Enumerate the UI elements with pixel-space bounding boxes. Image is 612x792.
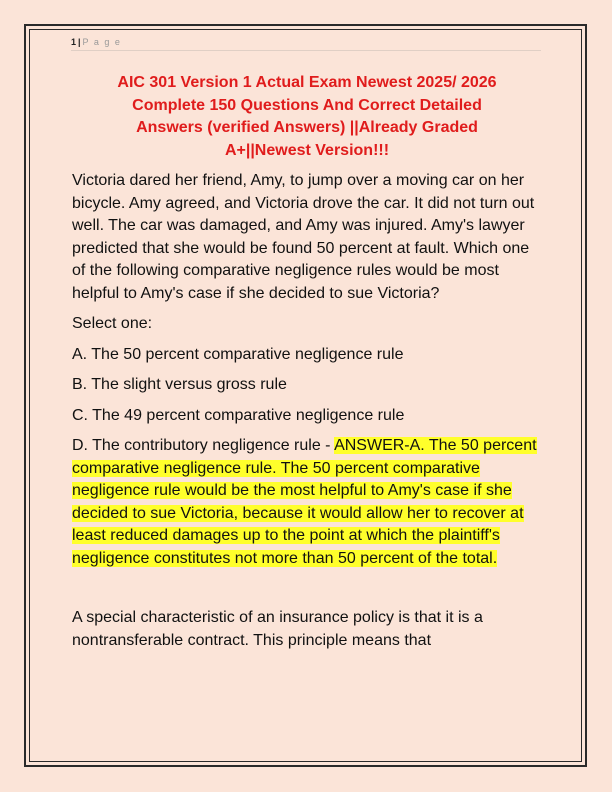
option-d: D. The contributory negligence rule -	[72, 437, 335, 454]
document-body	[72, 170, 544, 660]
paragraph-gap	[72, 578, 544, 607]
question-2-text: A special characteristic of an insurance policy is that it is a nontransferable contract. This principle means that	[72, 609, 483, 649]
page-separator: |	[78, 37, 81, 47]
title-line-1: AIC 301 Version 1 Actual Exam Newest 2025/ 2026	[117, 74, 497, 91]
option-d-with-answer	[72, 435, 544, 570]
page-word: P a g e	[82, 37, 122, 47]
page-number: 1	[71, 37, 77, 47]
title-line-2: Complete 150 Questions And Correct Detailed	[132, 96, 482, 114]
option-c: C. The 49 percent comparative negligence rule	[72, 406, 405, 424]
select-prompt: Select one:	[72, 315, 153, 332]
option-b: B. The slight versus gross rule	[72, 376, 287, 393]
title-line-4: A+||Newest Version!!!	[224, 141, 390, 159]
title-line-3: Answers (verified Answers) ||Already Graded	[136, 119, 478, 136]
question-1-text: Victoria dared her friend, Amy, to jump over a moving car on her bicycle. Amy agreed, and Victoria drove the car. It did not turn out well. The car was damaged, and Amy was injured. Amy's lawyer predicted that she would be found 50 percent at fault. Which one of the following comparative negligence rules would be most helpful to Amy's case if she decided to sue Victoria?	[72, 172, 535, 302]
highlighted-answer: ANSWER-A. The 50 percent comparative negligence rule. The 50 percent comparative negligence rule would be the most helpful to Amy's case if she decided to sue Victoria, because it would allow her to recover at least reduced damages up to the point at which the plaintiff's negligence constitutes not more than 50 percent of the total.	[72, 437, 537, 567]
page-header	[71, 37, 541, 51]
option-a: A. The 50 percent comparative negligence rule	[72, 345, 404, 363]
document-title	[72, 72, 542, 162]
